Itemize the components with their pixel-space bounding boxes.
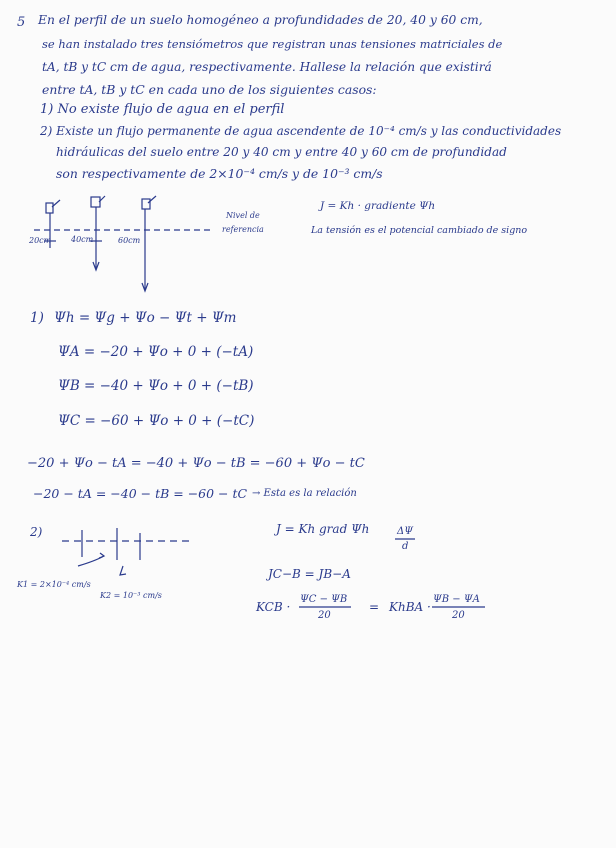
chain-equation: −20 + Ψo − tA = −40 + Ψo − tB = −60 + Ψo − tC [27,456,365,471]
statement-line-3: tA, tB y tC cm de agua, respectivamente. Hallese la relación que existirá [42,60,492,74]
depth-label-60: 60cm [118,236,141,245]
flux-equality: JC−B = JB−A [268,567,351,581]
darcy-note: J = Kh · gradiente Ψh [320,200,436,212]
result-note: → Esta es la relación [252,488,357,499]
case-2-line-3: son respectivamente de 2×10⁻⁴ cm/s y de 10⁻³ cm/s [56,166,383,181]
solution1-general-eq: Ψh = Ψg + Ψo − Ψt + Ψm [54,310,237,326]
k2-label: K2 = 10⁻³ cm/s [100,591,162,600]
equals-sign: = [369,600,380,614]
reference-label-line-1: Nivel de [226,211,260,220]
depth-label-40: 40cm [71,235,94,244]
fraction1-denominator: 20 [318,610,331,621]
fraction1-numerator: ΨC − ΨB [300,594,348,605]
statement-line-4: entre tA, tB y tC en cada uno de los siguientes casos: [42,82,377,97]
statement-line-1: En el perfil de un suelo homogéneo a profundidades de 20, 40 y 60 cm, [38,13,483,27]
k1-label: K1 = 2×10⁻⁴ cm/s [17,580,91,589]
solution1-label: 1) [30,310,44,326]
tension-note: La tensión es el potencial cambiado de signo [311,225,528,236]
case-1-text: 1) No existe flujo de agua en el perfil [40,102,285,117]
solution2-label: 2) [30,525,43,539]
tensiometer-gauge-c [142,199,150,209]
tensiometer-gauge-a [46,203,53,213]
case-2-line-2: hidráulicas del suelo entre 20 y 40 cm y entre 40 y 60 cm de profundidad [56,145,507,159]
problem-number: 5 [17,15,26,30]
statement-line-2: se han instalado tres tensiómetros que registran unas tensiones matriciales de [42,37,503,51]
fraction2-denominator: 20 [452,610,465,621]
k-cb: KCB · [256,600,291,614]
case-2-line-1: 2) Existe un flujo permanente de agua ascendente de 10⁻⁴ cm/s y las conductividades [40,124,562,138]
darcy-fraction-numerator: ΔΨ [397,526,413,537]
fraction2-numerator: ΨB − ΨA [433,594,480,605]
equation-b: ΨB = −40 + Ψo + 0 + (−tB) [58,378,254,394]
depth-label-20: 20cm [29,236,52,245]
k-ba: KhBA · [389,600,431,614]
reference-label-line-2: referencia [222,225,264,234]
darcy-equation: J = Kh grad Ψh [276,522,370,536]
tensiometer-gauge-b [91,197,100,207]
result-equation: −20 − tA = −40 − tB = −60 − tC [33,486,248,501]
equation-c: ΨC = −60 + Ψo + 0 + (−tC) [58,413,255,429]
darcy-fraction-denominator: d [402,541,409,552]
equation-a: ΨA = −20 + Ψo + 0 + (−tA) [58,344,254,360]
